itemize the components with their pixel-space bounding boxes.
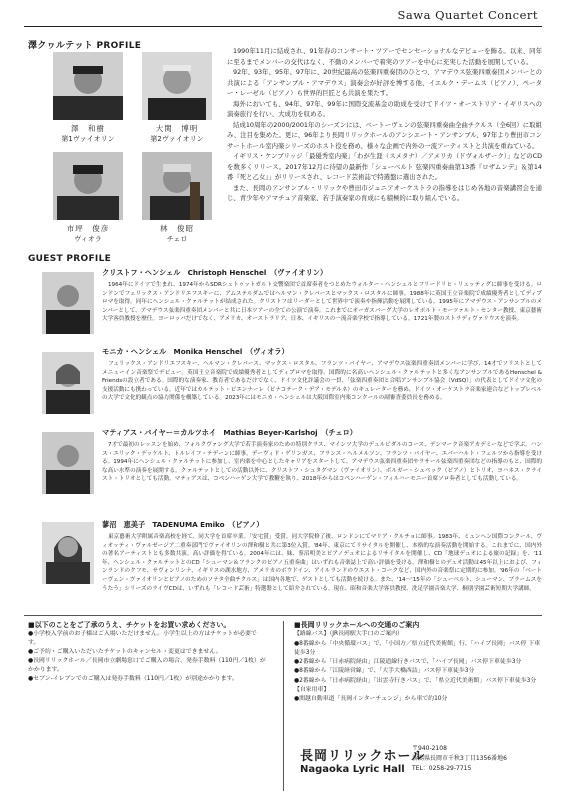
bottom-rule [24, 615, 542, 616]
guest-photo-mathias [42, 432, 94, 494]
venue-tel: TEL：0258-29-7715 [412, 765, 472, 772]
bio-text: 1964年にドイツで生まれ、1974年からSDRシュトゥットガルト交響楽団で首席奏者をつとめたウォルター・ヘンシェルとフリードリヒ・リュッティグに師事を受ける。ロンドンでフェリックス・アンドリエフスキーに、アムステルダムではヘルマン・クレバースとマックス・ロスタルに師事。1988年に英国王立音楽院で成績優秀者としてディプロマを取得。同年にヘンシェル・クァルテットが結成された。クリストフはリーダーとして世界中で演奏や指揮活動を展開している。1995年にアマデウス・アンサンブルのメンバーとして、アマデウス弦楽四重奏団メンバーと共に日本ツアーの全ての公演で演奏。これまでにオーガスバーグ大学のレオポルト・モーツァルト・センター教授、東京藝術大学客員教授を歴任。ヨーロッパだけでなく、アメリカ、オーストラリア、日本、イギリスの一流音楽学校で指導している。1721年製のストラディヴァリウスを演奏。 [102, 282, 542, 323]
note-item: ●長岡リリックホール／長岡市立劇場窓口でご購入の場合、発券手数料（110円／1枚）がかかります。 [28, 658, 266, 673]
car-item: ●関越自動車道「長岡インターチェンジ」から車で約10分 [294, 696, 448, 703]
access-heading: ■長岡リリックホールへの交通のご案内 [294, 621, 420, 629]
member-caption-hayashi [135, 224, 219, 244]
member-name: 林 俊昭 [160, 224, 194, 233]
profile-heading: 澤クヮルテット PROFILE [28, 41, 142, 51]
guest-bio-christoph [102, 281, 542, 324]
concert-title: Sawa Quartet Concert [397, 8, 538, 22]
bio-paragraph: 海外においても、94年、97年、99年に国際交流基金の助成を受けてドイツ・オーストリア・イギリスへの演奏旅行を行い、大成功を収める。 [227, 99, 542, 118]
venue-logo-en: Nagaoka Lyric Hall [300, 764, 405, 775]
member-photo-ichitsubo [53, 152, 123, 220]
car-heading: 【自家用車】 [294, 687, 330, 694]
note-item: ●セブン-イレブンでのご購入は発券手数料（110円／1枚）が別途かかります。 [28, 676, 238, 682]
venue-address-block [412, 744, 507, 774]
access-item: ●8番線から「中央循環バス」で、「小国方／県立近代美術館」行、「ハイブ長岡」バス停 下車徒歩3分 [294, 640, 541, 656]
bio-paragraph: 92年、93年、95年、97年に、20世紀最高の弦楽四重奏団のひとつ、アマデウス弦楽四重奏団メンバーとの共演による「アンサンブル・アマデウス」演奏会が好評を博する他、イエルク・デームス（ピアノ）、ペーター・レーゼル（ピアノ）ら世界的巨匠とも共演を果たす。 [227, 68, 542, 97]
member-role: チェロ [166, 235, 188, 243]
member-name: 澤 和樹 [71, 124, 105, 133]
bio-text: 東京藝術大学附属音楽高校を経て、同大学を首席卒業。「安宅賞」受賞。同大学院修了後、ロンドンにてマリア・クルチョに師事。1983年、ミュンヘン国際コンクール、ヴィオッティ・ヴァルゼージア二重奏部門でヴァイオリンの澤和樹と共に第3位入賞。'84年、東京にてリサイタルを開催し、本格的な演奏活動を開始する。これまでに、国内外の著名アーティストとも多数共演。高い評価を得ている。2004年には、妹、蓼沼明美とピアノデュオによるリサイタルを開催し、CD「地球デュオによる旅の記録」を、'11年、ヘンシェル・クァルテットとのCD「シューマン＆フランクのピアノ五重奏曲」はいずれも音楽誌上で高い評価を受ける。澤和樹とのデュオ活動は45年以上におよび、フィンランドのクフモ、サヴォンリンナ、イギリスの湖水地方、アメリカのボウドイン、アイルランドのウエスト・コークなど、国内外の音楽祭に定期的に参加。'96年の「ベートーヴェン・ヴァイオリンとピアノのためのソナタ全曲チクルス」は国内各地で、ゲストとしても活動を続ける。また、'14〜'15年の「シューベルト、シューマン、ブラームスをうたう」シリーズのライヴCDは、いずれも「レコード芸術」特選盤として紹介されている。現在、昭和音楽大学客員教授、洗足学園音楽大学、桐朋学園芸術短期大学講師。 [102, 534, 542, 592]
bio-paragraph: 結成10周年の2000/2001年のシーズンには、ベートーヴェンの弦楽四重奏曲全曲チクルス（全6回）に取組み、注目を集めた。更に、96年より長岡リリックホールのアンシエート・アンサンブル、97年より豊田市コンサートホール室内楽シリーズのホスト役を務め、様々な企画で内外の一流アーティストと共演を重ねている。 [227, 120, 542, 150]
guest-photo-monika [42, 352, 94, 414]
venue-address: 新潟県長岡市千秋3丁目1356番地6 [412, 755, 507, 762]
access-info [294, 621, 544, 705]
venue-logo-jp: 長岡リリックホール [300, 749, 426, 764]
guest-name-tadenuma: 蓼沼 恵美子 TADENUMA Emiko （ピアノ） [102, 520, 264, 529]
member-caption-ozeki [135, 124, 219, 144]
member-role: 第1ヴァイオリン [61, 135, 115, 143]
notes-heading: ■以下のことをご了承のうえ、チケットをお買い求めください。 [28, 621, 231, 629]
note-item: ●小学校入学前のお子様はご入場いただけません。小学生以上の方はチケットが必要です。 [28, 631, 257, 646]
guest-bio-monika [102, 360, 542, 403]
quartet-biography [227, 46, 542, 204]
venue-postal: 〒940-2108 [412, 745, 447, 752]
bio-paragraph: 1990年11月に結成され、91年春のコンサート・ツアーでセンセーショナルなデビューを飾る。以来、同年に至るまでメンバーの交代はなく、不動のメンバーで着実のツアーを中心に充実した活動を展開している。 [227, 47, 542, 66]
guest-bio-tadenuma [102, 533, 542, 593]
bus-heading: 【路線バス】（JR長岡駅大手口のご案内） [294, 631, 403, 638]
access-item: ●2番線から「日赤病院経由」「出雲寺行きバス」で、「県立近代美術館」バス停下車徒歩3分 [294, 677, 537, 684]
bio-text: フェリックス・アンドリエフスキー、ヘルマン・クレバース、マックス・ロスタル、フランツ・バイヤー、アマデウス弦楽四重奏団メンバーに学び、14才でソリストとしてメニューイン音楽祭でデビュー。英国王立音楽院で成績優秀者としてディプロマを取得。国際的に名高いヘンシェル・クァルテットと多くなアンサンブルであるHenschel & Friendsの設立者である。国際的な演奏家、教育者であるだけでなく、ドイツ文化評議会の一員、「弦楽四重奏団と合唱アンサンブル協会（VdSQ）」の代表としてドイツ文化の支援活動にも携わっている。近年ではカルテット・ビエンナーレ（ピナコテーク・デア・モデルネ）のキュレーターを務め、ドイツ・オーケストラ音楽家連合などトップレベルの大学で文化的観点の協力関係を構築している。2023年にはモニカ・ヘンシェルは大阪国際室内楽コンクールの副審査委員長を務める。 [102, 361, 542, 402]
member-photo-ozeki [142, 52, 212, 120]
guest-photo-christoph [42, 272, 94, 334]
member-photo-hayashi [142, 152, 212, 220]
guest-name-mathias: マティアス・バイヤー＝カルツホイ Mathias Beyer-Karlshoj （チェロ） [102, 428, 357, 437]
member-caption-ichitsubo [46, 224, 130, 244]
column-divider [283, 621, 284, 791]
member-caption-sawa [46, 124, 130, 144]
guest-name-christoph: クリストフ・ヘンシェル Christoph Henschel （ヴァイオリン） [102, 268, 328, 277]
member-name: 大関 博明 [155, 124, 199, 133]
ticket-notes [28, 621, 268, 684]
member-name: 市坪 俊彦 [66, 224, 110, 233]
bio-paragraph: また、長岡のアンサンブル・リリックや豊田市ジュニアオーケストラの指導をはじめ各地の音楽講習会を通じ、青少年やアマチュア音楽家、若手演奏家の育成にも積極的に取り組んでいる。 [227, 183, 542, 202]
guest-photo-tadenuma [42, 522, 94, 584]
bio-paragraph: イギリス・ケンブリッジ「最優秀室内楽」「わが生涯（スメタナ）／アメリカ（ドヴォルザーク）」などのCDを数多くリリース。2017年12月に待望の最新作「シューベルト 弦楽四重奏曲第13番『ロザムンデ』＆第14番『死と乙女』」がリリースされ、レコード芸術誌で特選盤に選出された。 [227, 152, 542, 181]
note-item: ●ご予約・ご購入いただいたチケットのキャンセル・変更はできません。 [28, 649, 222, 655]
member-role: ヴィオラ [74, 235, 102, 243]
access-item: ●8番線から「江陵経営線」で、「大手大橋西詰」バス停下車徒歩3分 [294, 668, 475, 675]
bio-text: 7才で最初のレッスンを始め、フォルクヴァング大学で若手演奏家のための特別クラス、マインツ大学のデュルビダルのコース、デンマーク音楽アカデミーなどで学ぶ。ハンス・エリック・デッケルト、トルレイフ・テデーンに師事。デーヴィド・ゲリンガス、フランス・ヘルメルソン、フランツ・バイヤー、エバーハルト・フェルツから指導を受ける。1994年にヘンシェル・クァルテットに参加し、室内楽を中心としたキャリアをスタートして、アマデウス弦楽四重奏団やラサール弦楽四重奏団などの指導のもと、国際的な高い水準の演奏を展開する。クァルテットとしての活動以外に、クリストフ・シュタグマン（ヴァイオリン）、ボルガー・シュペック（ピアノ）とトリオ、ヨハネス・クライスト・トリオとしても活動。マティアスは、コペンハーゲン大学で教鞭を執り、2018年からはコペンハーゲン・フィルハーモニー首席ソロ奏者としても活動している。 [102, 442, 542, 483]
member-role: 第2ヴァイオリン [150, 135, 204, 143]
guest-heading: GUEST PROFILE [28, 254, 112, 264]
guest-bio-mathias [102, 441, 542, 484]
header-rule [24, 26, 542, 27]
member-photo-sawa [53, 52, 123, 120]
access-item: ●2番線から「日赤病院経由」江陵道線行きバスで、「ハイブ長岡」バス停下車徒歩3分 [294, 659, 522, 666]
guest-name-monika: モニカ・ヘンシェル Monika Henschel （ヴィオラ） [102, 347, 289, 356]
